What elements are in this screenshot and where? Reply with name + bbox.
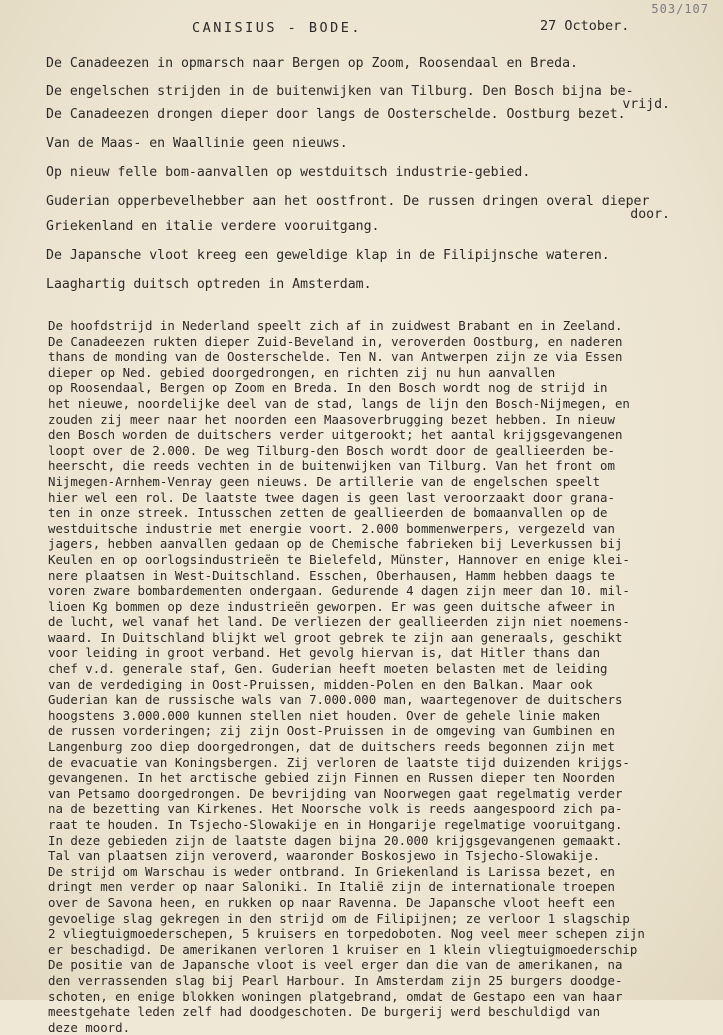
body-line: nere plaatsen in West-Duitschland. Esschen, Oberhausen, Hamm hebben daags te [48, 567, 615, 583]
body-line: van de verdediging in Oost-Pruissen, midden-Polen en den Balkan. Maar ook [48, 676, 593, 692]
body-line: zouden zij meer naar het noorden een Maasoverbrugging bezet hebben. In nieuw [48, 411, 615, 427]
body-line: De positie van de Japansche vloot is veel erger dan die van de amerikanen, na [48, 957, 623, 973]
headline-continuation: vrijd. [622, 97, 670, 112]
body-line: heerscht, die reeds vechten in de buitenwijken van Tilburg. Van het front om [48, 458, 615, 474]
body-line: schoten, en enige blokken woningen platgebrand, omdat de Gestapo een van haar [48, 988, 623, 1004]
headline: Van de Maas- en Waallinie geen nieuws. [46, 136, 348, 151]
body-line: Nijmegen-Arnhem-Venray geen nieuws. De artillerie van de engelschen speelt [48, 473, 601, 489]
body-line: meestgehate leden zelf had doodgeschoten. De burgerij werd beschuldigd van [48, 1004, 601, 1020]
body-line: loopt over de 2.000. De weg Tilburg-den Bosch wordt door de geallieerden be- [48, 442, 615, 458]
body-line: waard. In Duitschland blijkt wel groot gebrek te zijn aan generaals, geschikt [48, 629, 623, 645]
body-line: Tal van plaatsen zijn veroverd, waaronder Boskosjewo in Tsjecho-Slowakije. [48, 848, 601, 864]
body-line: ten in onze streek. Intusschen zetten de geallieerden de bomaanvallen op de [48, 505, 608, 521]
body-line: De Canadeezen rukten dieper Zuid-Beveland in, veroverden Oostburg, en naderen [48, 333, 623, 349]
body-line: raat te houden. In Tsjecho-Slowakije en in Hongarije regelmatige vooruitgang. [48, 817, 623, 832]
newsletter-date: 27 October. [540, 18, 630, 34]
body-line: over de Savona heen, en rukken op naar Ravenna. De Japansche vloot heeft een [48, 894, 615, 910]
headlines-list [46, 56, 706, 293]
headline-continuation: door. [630, 207, 670, 222]
headline: Griekenland en italie verdere vooruitgang. [46, 219, 380, 234]
body-line: chef v.d. generale staf, Gen. Guderian heeft moeten belasten met de leiding [48, 661, 608, 677]
headline: De Canadeezen drongen dieper door langs de Oosterschelde. Oostburg bezet. [46, 107, 626, 122]
body-line: van Petsamo doorgedrongen. De bevrijding van Noorwegen gaat regelmatig verder [48, 785, 623, 801]
body-line: de lucht, wel vanaf het land. De verliezen der geallieerden zijn niet noemens- [48, 614, 630, 630]
body-line: hier wel een rol. De laatste twee dagen is geen last veroorzaakt door grana- [48, 489, 615, 505]
headline: Laaghartig duitsch optreden in Amsterdam. [46, 277, 372, 292]
body-line: hoogstens 3.000.000 kunnen stellen niet houden. Over de gehele linie maken [48, 707, 601, 723]
body-line: na de bezetting van Kirkenes. Het Noorsche volk is reeds aangespoord zich pa- [48, 801, 623, 817]
body-line: Keulen en op oorlogsindustrieën te Bielefeld, Münster, Hannover en enige klei- [48, 551, 630, 567]
body-line: er beschadigd. De amerikanen verloren 1 kruiser en 1 klein vliegtuigmoederschip [48, 941, 638, 957]
body-line: de evacuatie van Koningsbergen. Zij verloren de laatste tijd duizenden krijgs- [48, 754, 630, 770]
body-line: lioen Kg bommen op deze industrieën geworpen. Er was geen duitsche afweer in [48, 598, 615, 614]
article-body [48, 318, 718, 1035]
archive-reference: 503/107 [651, 2, 709, 16]
headline: Op nieuw felle bom-aanvallen op westduitsch industrie-gebied. [46, 165, 531, 180]
body-line: gevoelige slag gekregen in den strijd om de Filipijnen; ze verloor 1 slagschip [48, 910, 630, 926]
body-line: De strijd om Warschau is weder ontbrand. In Griekenland is Larissa bezet, en [48, 863, 615, 879]
body-line: dringt men verder op naar Saloniki. In Italië zijn de internationale troepen [48, 879, 615, 895]
headline: De Japansche vloot kreeg een geweldige klap in de Filipijnsche wateren. [46, 248, 610, 263]
newsletter-title: CANISIUS - BODE. [192, 20, 363, 36]
body-line: de russen vorderingen; zij zijn Oost-Pruissen in de omgeving van Gumbinen en [48, 723, 615, 739]
body-line: den verrassenden slag bij Pearl Harbour. In Amsterdam zijn 25 burgers doodge- [48, 972, 623, 988]
headline: De Canadeezen in opmarsch naar Bergen op Zoom, Roosendaal en Breda. [46, 56, 578, 71]
body-line: voren zware bombardementen ondergaan. Gedurende 4 dagen zijn meer dan 10. mil- [48, 583, 630, 599]
body-line: De hoofdstrijd in Nederland speelt zich af in zuidwest Brabant en in Zeeland. [48, 318, 623, 333]
body-line: 2 vliegtuigmoederschepen, 5 kruisers en torpedoboten. Nog veel meer schepen zijn [48, 926, 645, 942]
body-line: het nieuwe, noordelijke deel van de stad, langs de lijn den Bosch-Nijmegen, en [48, 395, 630, 411]
headline: Guderian opperbevelhebber aan het oostfront. De russen dringen overal dieper [46, 194, 650, 209]
headline: De engelschen strijden in de buitenwijken van Tilburg. Den Bosch bijna be- [46, 84, 634, 99]
body-line: dieper op Ned. gebied doorgedrongen, en richten zij nu hun aanvallen [48, 364, 556, 380]
body-line: In deze gebieden zijn de laatste dagen bijna 20.000 krijgsgevangenen gemaakt. [48, 832, 623, 848]
body-line: jagers, hebben aanvallen gedaan op de Chemische fabrieken bij Leverkussen bij [48, 536, 623, 552]
body-line: Guderian kan de russische wals van 7.000.000 man, waartegenover de duitschers [48, 692, 623, 708]
body-line: gevangenen. In het arctische gebied zijn Finnen en Russen dieper ten Noorden [48, 770, 615, 786]
body-line: den Bosch worden de duitschers verder uitgerookt; het aantal krijgsgevangenen [48, 427, 623, 443]
body-line: deze moord. [48, 1019, 131, 1035]
body-line: thans de monding van de Oosterschelde. Ten N. van Antwerpen zijn ze via Essen [48, 349, 623, 365]
body-line: Langenburg zoo diep doorgedrongen, dat de duitschers reeds begonnen zijn met [48, 739, 615, 755]
body-line: voor leiding in groot verband. Het gevolg hiervan is, dat Hitler thans dan [48, 645, 601, 661]
body-line: westduitsche industrie met energie voort. 2.000 bommenwerpers, vergezeld van [48, 520, 615, 536]
body-line: op Roosendaal, Bergen op Zoom en Breda. In den Bosch wordt nog de strijd in [48, 380, 608, 396]
